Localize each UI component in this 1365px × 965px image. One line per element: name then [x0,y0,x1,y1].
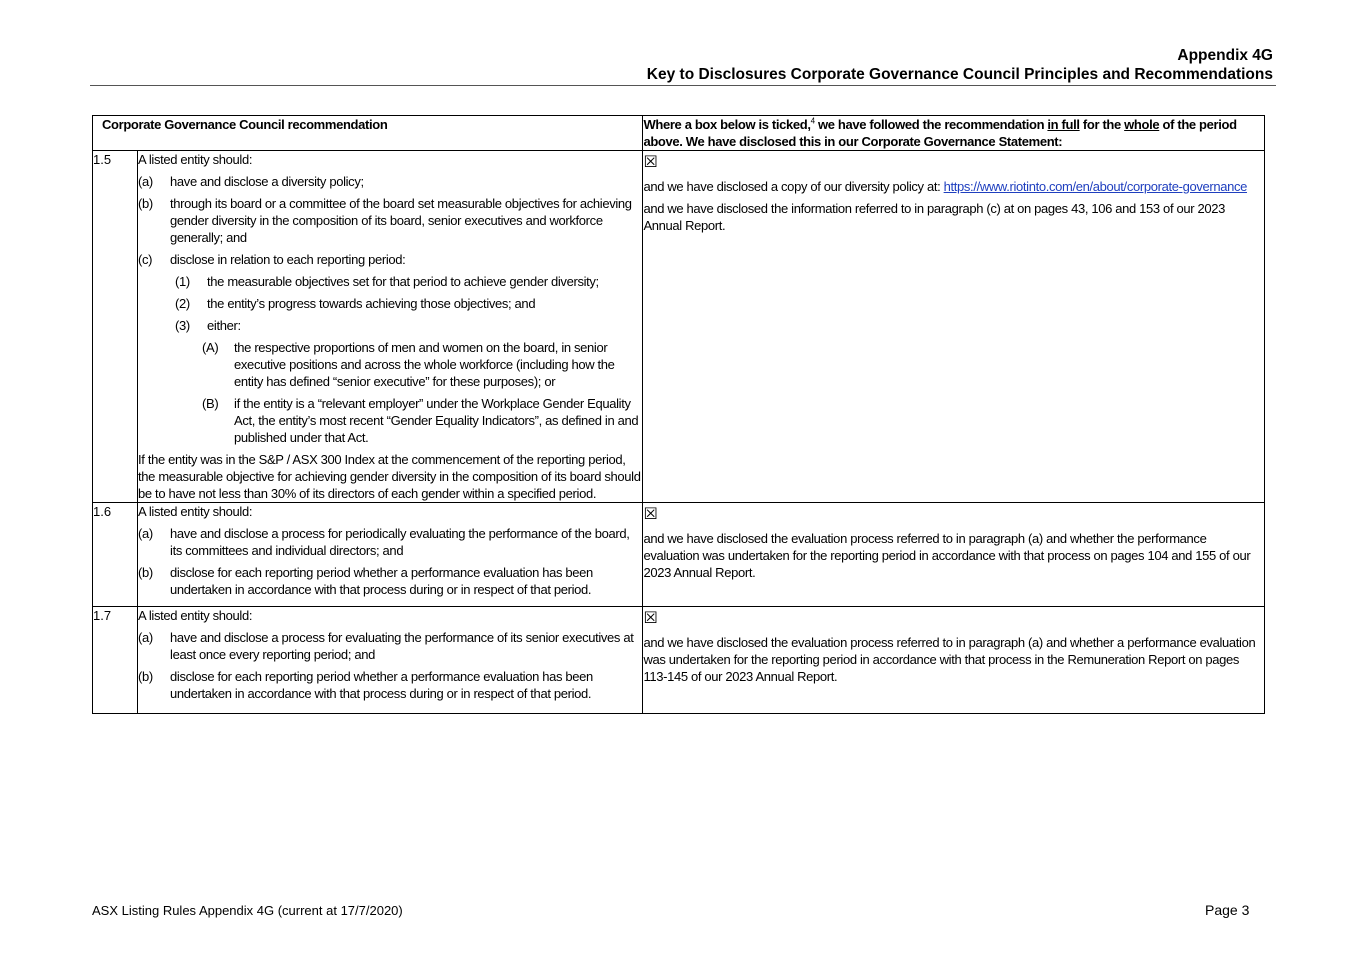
recommendation-number: 1.5 [93,151,138,503]
table-row [93,503,1265,607]
document-subtitle: Key to Disclosures Corporate Governance Council Principles and Recommendations [646,66,1273,83]
disclosure-text: ☒ and we have disclosed a copy of our diversity policy at: https://www.riotinto.com/en/about/corporate-governance and we have disclosed the information referred to in paragraph (c) at on pages 43, 106 and 153 of our 2023 Annual Report. [643,151,1265,503]
header-divider [90,85,1276,86]
recommendations-table [92,115,1265,714]
recommendation-text: A listed entity should: (a) have and disclose a process for periodically evaluating the performance of the board, its committees and individual directors; and (b) disclose for each reporting period whether a performance evaluation has been undertaken in accordance with that process during or in respect of that period. [138,503,643,607]
footnote-ref: 4 [810,116,815,126]
page-number: Page 3 [1205,902,1250,918]
disclosure-text: ☒ and we have disclosed the evaluation process referred to in paragraph (a) and whether a performance evaluation was undertaken for the reporting period in accordance with that process in the Remuneration Report on pages 113-145 of our 2023 Annual Report. [643,607,1265,714]
footer-source: ASX Listing Rules Appendix 4G (current at 17/7/2020) [92,903,403,918]
governance-link[interactable]: https://www.riotinto.com/en/about/corporate-governance [943,179,1248,194]
column-header-disclosure: Where a box below is ticked,$^4$ we have followed the recommendation in full for the whole of the period above. We have disclosed this in our Corporate Governance Statement: [643,116,1237,149]
column-header-recommendation: Corporate Governance Council recommendation [102,117,388,132]
checked-box-icon[interactable]: ☒ [643,152,658,171]
table-row [93,607,1265,714]
recommendation-number: 1.7 [93,607,138,714]
disclosure-text: ☒ and we have disclosed the evaluation process referred to in paragraph (a) and whether the performance evaluation was undertaken for the reporting period in accordance with that process on pages 104 and 155 of our 2023 Annual Report. [643,503,1265,607]
page-header [90,46,1275,84]
table-header-row [93,116,1265,151]
recommendation-text: A listed entity should: (a) have and disclose a process for evaluating the performance of its senior executives at least once every reporting period; and (b) disclose for each reporting period whether a performance evaluation has been undertaken in accordance with that process during or in respect of that period. [138,607,643,714]
recommendation-number: 1.6 [93,503,138,607]
appendix-title: Appendix 4G [1177,47,1273,64]
table-row [93,151,1265,503]
checked-box-icon[interactable]: ☒ [643,608,658,627]
recommendation-text: A listed entity should: (a) have and disclose a diversity policy; (b) through its board or a committee of the board set measurable objectives for achieving gender diversity in the composition of its board, senior executives and workforce generally; and (c) disclose in relation to each reporting period: (1) the measurable objectives set for that period to achieve gender diversity; (2) the entity’s progress towards achieving those objectives; and (3) either: (A) the respective proportions of men and women on the board, in senior executive positions and across the whole workforce (including how the entity has defined “senior executive” for these purposes); or (B) if the entity is a “relevant employer” under the Workplace Gender Equality Act, the entity’s most recent “Gender Equality Indicators”, as defined in and published under that Act. If the entity was in the S&P / ASX 300 Index at the commencement of the reporting period, the measurable objective for achieving gender diversity in the composition of its board should be to have not less than 30% of its directors of each gender within a specified period. [138,151,643,503]
checked-box-icon[interactable]: ☒ [643,504,658,523]
